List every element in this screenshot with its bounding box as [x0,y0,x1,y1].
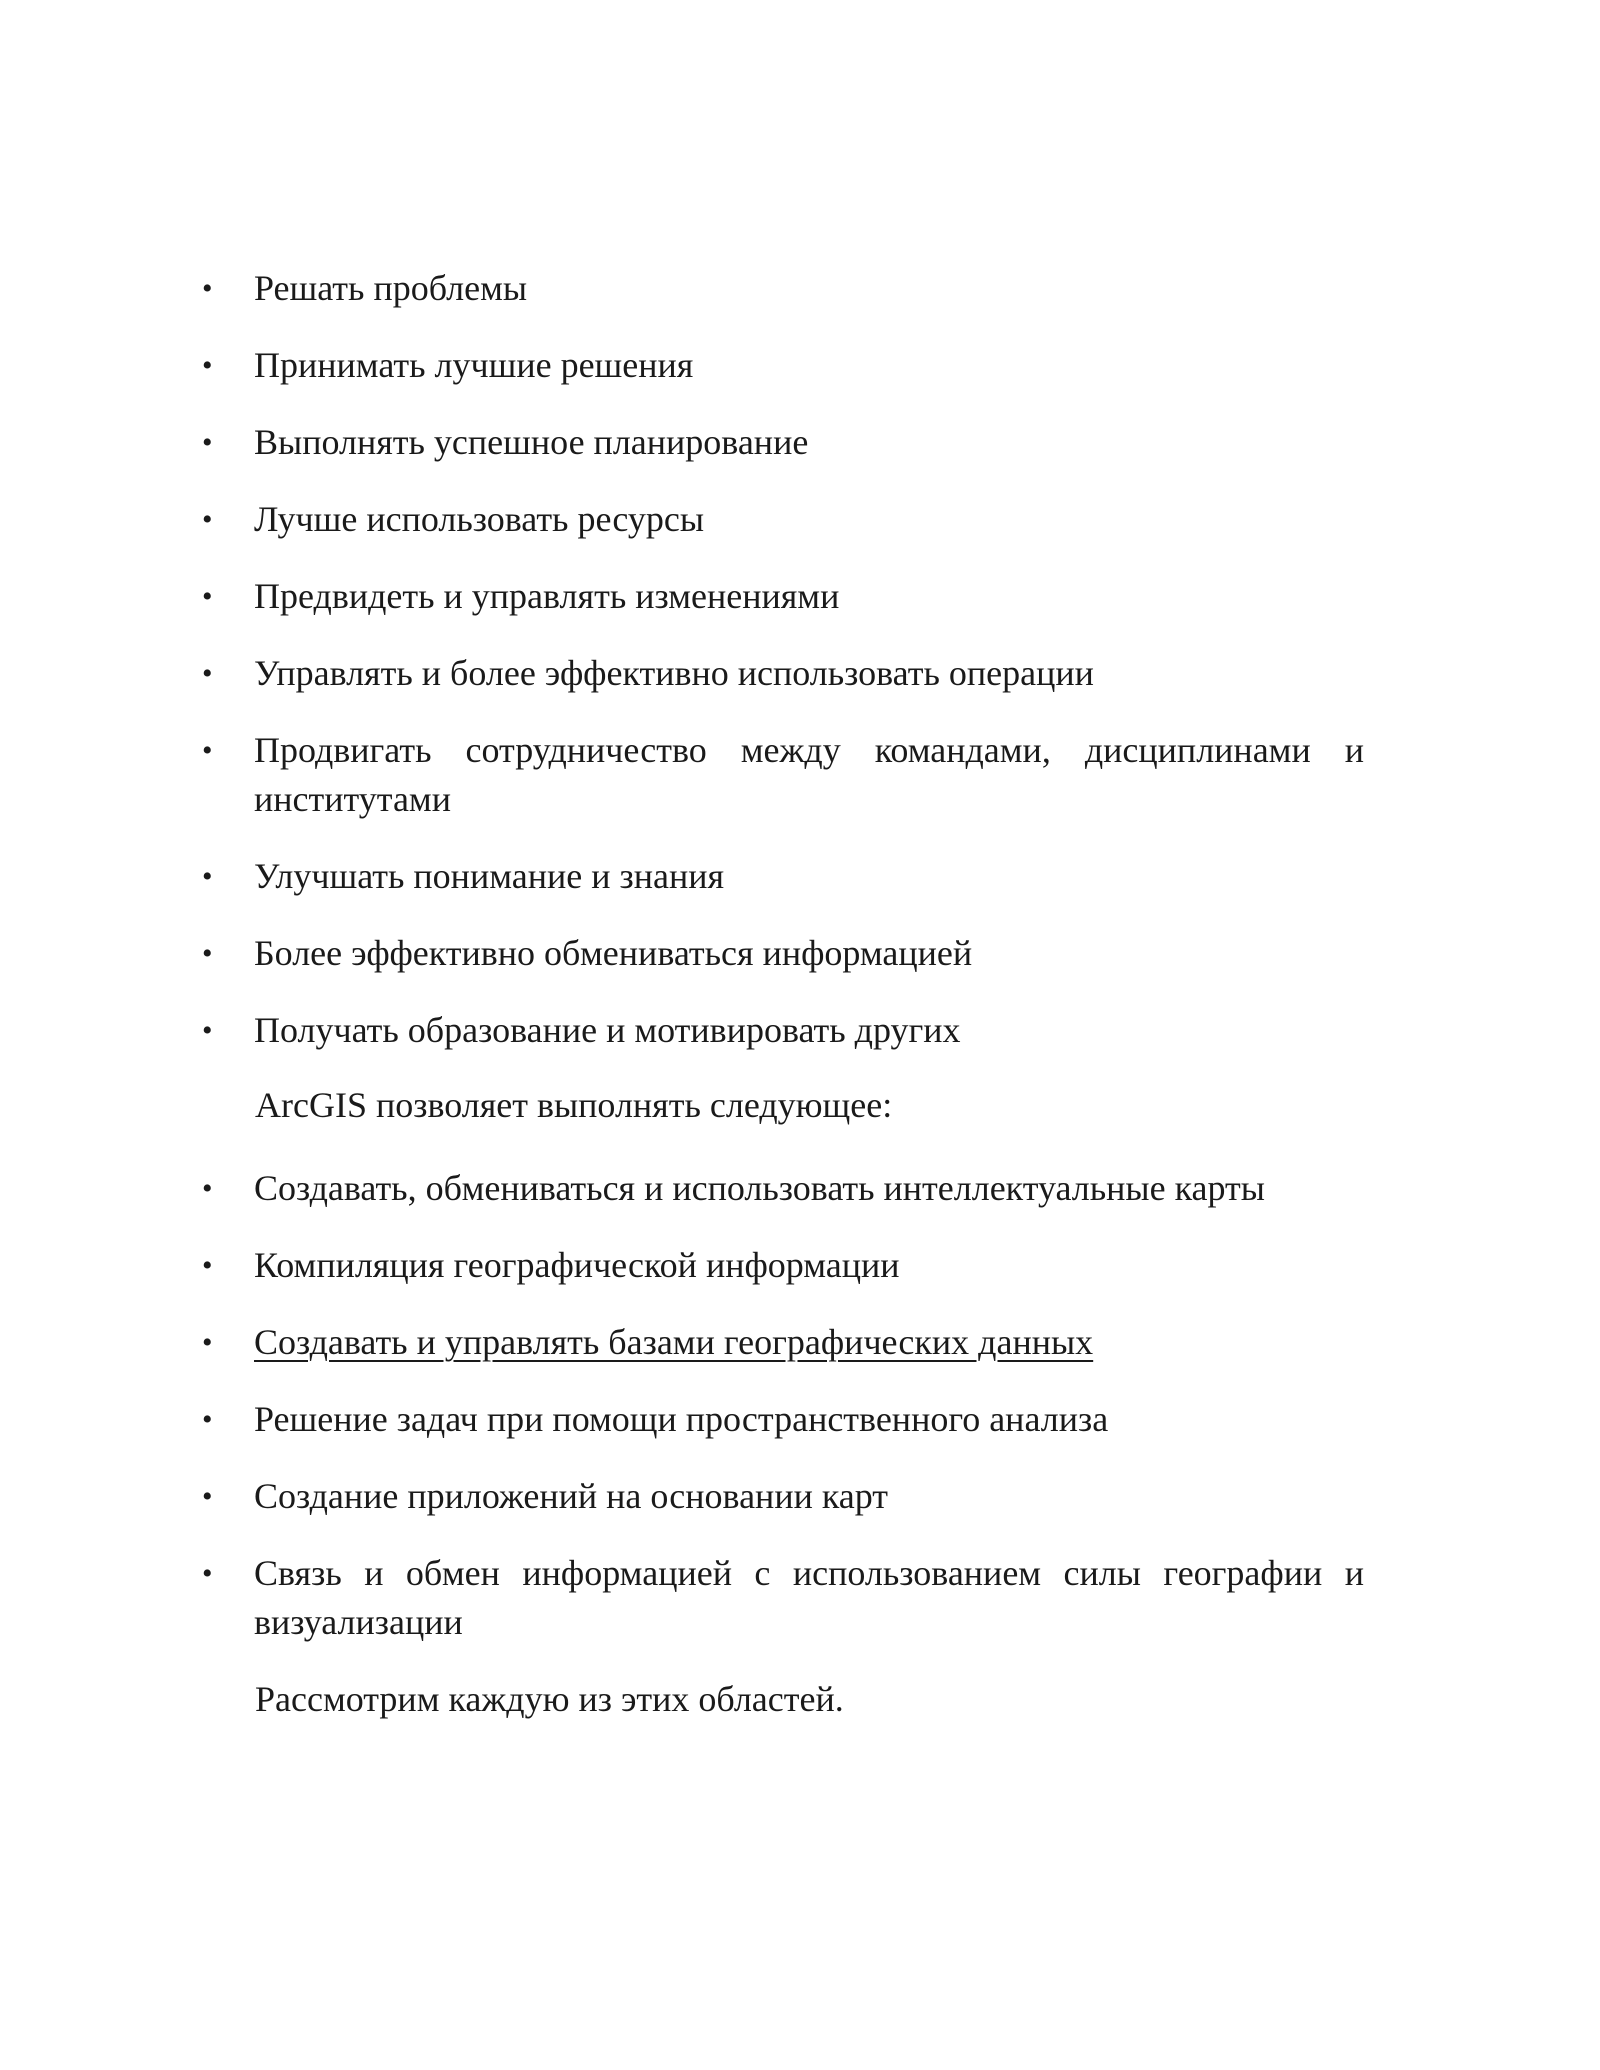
bullet-icon: • [202,937,213,970]
list-item-text: Получать образование и мотивировать других [254,1010,961,1050]
list-item [202,418,1364,467]
list-item-text: Улучшать понимание и знания [254,856,725,896]
bullet-list-arcgis [202,1164,1364,1647]
bullet-icon: • [202,503,213,536]
bullet-icon: • [202,1172,213,1205]
list-item [202,1241,1364,1290]
list-item-text: Продвигать сотрудничество между командами, дисциплинами и институтами [254,730,1364,819]
bullet-icon: • [202,426,213,459]
bullet-icon: • [202,349,213,382]
bullet-icon: • [202,657,213,690]
list-item [202,572,1364,621]
list-item-text-underlined: Создавать и управлять базами географических данных [254,1322,1094,1362]
list-item-text: Создавать, обмениваться и использовать интеллектуальные карты [254,1168,1265,1208]
list-item-text: Лучше использовать ресурсы [254,499,705,539]
list-item-text: Связь и обмен информацией с использованием силы географии и визуализации [254,1553,1364,1642]
list-item [202,929,1364,978]
bullet-icon: • [202,1014,213,1047]
list-item-text: Компиляция географической информации [254,1245,900,1285]
list-item-text: Управлять и более эффективно использовать операции [254,653,1094,693]
list-item-text: Предвидеть и управлять изменениями [254,576,840,616]
list-item [202,1472,1364,1521]
list-item [202,341,1364,390]
list-item-text: Создание приложений на основании карт [254,1476,889,1516]
list-item [202,1395,1364,1444]
bullet-list-capabilities [202,264,1364,1055]
bullet-icon: • [202,860,213,893]
bullet-icon: • [202,580,213,613]
list-item [202,726,1364,824]
list-item [202,649,1364,698]
list-item-text: Выполнять успешное планирование [254,422,809,462]
list-item [202,1318,1364,1367]
bullet-icon: • [202,1480,213,1513]
list-item [202,1549,1364,1647]
page-content [202,264,1364,1724]
bullet-icon: • [202,1326,213,1359]
bullet-icon: • [202,1403,213,1436]
list-item-text: Более эффективно обмениваться информацией [254,933,973,973]
list-item [202,1006,1364,1055]
list-item [202,264,1364,313]
list-item [202,852,1364,901]
bullet-icon: • [202,1249,213,1282]
list-item-text: Принимать лучшие решения [254,345,694,385]
closing-paragraph: Рассмотрим каждую из этих областей. [255,1679,844,1719]
list-item-text: Решение задач при помощи пространственного анализа [254,1399,1109,1439]
list-item [202,1164,1364,1213]
list-item [202,495,1364,544]
bullet-icon: • [202,734,213,767]
bullet-icon: • [202,1557,213,1590]
list-item-text: Решать проблемы [254,268,528,308]
bullet-icon: • [202,272,213,305]
intro-paragraph: ArcGIS позволяет выполнять следующее: [255,1085,893,1125]
